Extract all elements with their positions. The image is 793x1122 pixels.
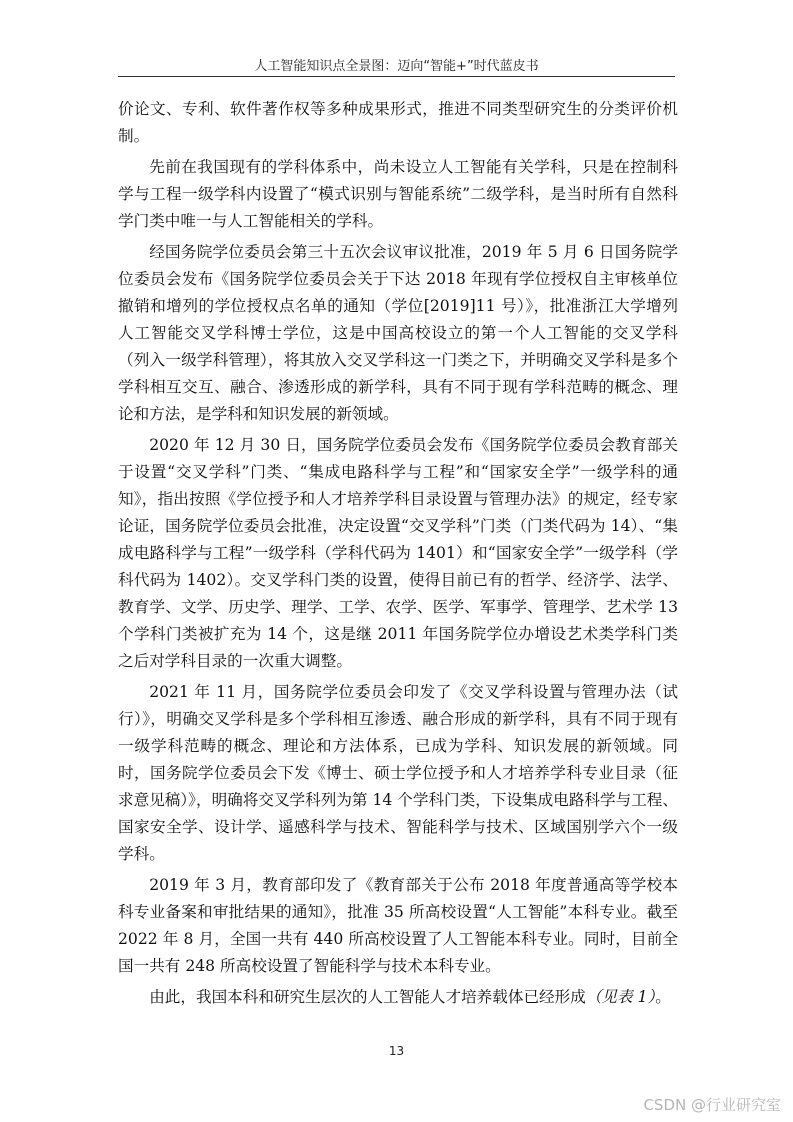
paragraph: 2021 年 11 月，国务院学位委员会印发了《交叉学科设置与管理办法（试行）》，明确交叉学科是多个学科相互渗透、融合形成的新学科，具有不同于现有一级学科范畴的概念、理论和方法体系，已成为学科、知识发展的新领域。同时，国务院学位委员会下发《博士、硕士学位授予和人才培养学科专业目录（征求意见稿）》，明确将交叉学科列为第 14 个学科门类，下设集成电路科学与工程、国家安全学、设计学、遥感科学与技术、智能科学与技术、区域国别学六个一级学科。 [118,683,678,863]
paragraph: 先前在我国现有的学科体系中，尚未设立人工智能有关学科，只是在控制科学与工程一级学科内设置了“模式识别与智能系统”二级学科，是当时所有自然科学门类中唯一与人工智能相关的学科。 [118,158,678,230]
paragraph: 2019 年 3 月，教育部印发了《教育部关于公布 2018 年度普通高等学校本科专业备案和审批结果的通知》，批准 35 所高校设置“人工智能”本科专业。截至 2022 年 8 月，全国一共有 440 所高校设置了人工智能本科专业。同时，目前全国一共有 248 所高校设置了智能科学与技术本科专业。 [118,876,678,975]
running-header: 人工智能知识点全景图：迈向“智能+”时代蓝皮书 [254,59,539,74]
paragraph-end: 。 [655,988,671,1006]
paragraph: 价论文、专利、软件著作权等多种成果形式，推进不同类型研究生的分类评价机制。 [118,100,678,145]
paragraph [118,984,678,1011]
header-divider [118,76,675,77]
paragraph-text: 由此，我国本科和研究生层次的人工智能人才培养载体已经形成 [149,988,586,1006]
watermark: CSDN @行业研究室 [643,1096,781,1114]
paragraph: 经国务院学位委员会第三十五次会议审议批准，2019 年 5 月 6 日国务院学位委员会发布《国务院学位委员会关于下达 2018 年现有学位授权自主审核单位撤销和增列的学位授权点名单的通知（学位[2019]11 号）》，批准浙江大学增列人工智能交叉学科博士学位，这是中国高校设立的第一个人工智能的交叉学科（列入一级学科管理），将其放入交叉学科这一门类之下，并明确交叉学科是多个学科相互交互、融合、渗透形成的新学科，具有不同于现有学科范畴的概念、理论和方法，是学科和知识发展的新领域。 [118,243,678,423]
page-number: 13 [388,1044,405,1058]
paragraph: 2020 年 12 月 30 日，国务院学位委员会发布《国务院学位委员会教育部关于设置“交叉学科”门类、“集成电路科学与工程”和“国家安全学”一级学科的通知》，指出按照《学位授予和人才培养学科目录设置与管理办法》的规定，经专家论证，国务院学位委员会批准，决定设置“交叉学科”门类（门类代码为 14）、“集成电路科学与工程”一级学科（学科代码为 1401）和“国家安全学”一级学科（学科代码为 1402）。交叉学科门类的设置，使得目前已有的哲学、经济学、法学、教育学、文学、历史学、理学、工学、农学、医学、军事学、管理学、艺术学 13 个学科门类被扩充为 14 个，这是继 2011 年国务院学位办增设艺术类学科门类之后对学科目录的一次重大调整。 [118,436,678,670]
table-reference: （见表 1） [585,988,656,1006]
body-text [118,96,678,1015]
